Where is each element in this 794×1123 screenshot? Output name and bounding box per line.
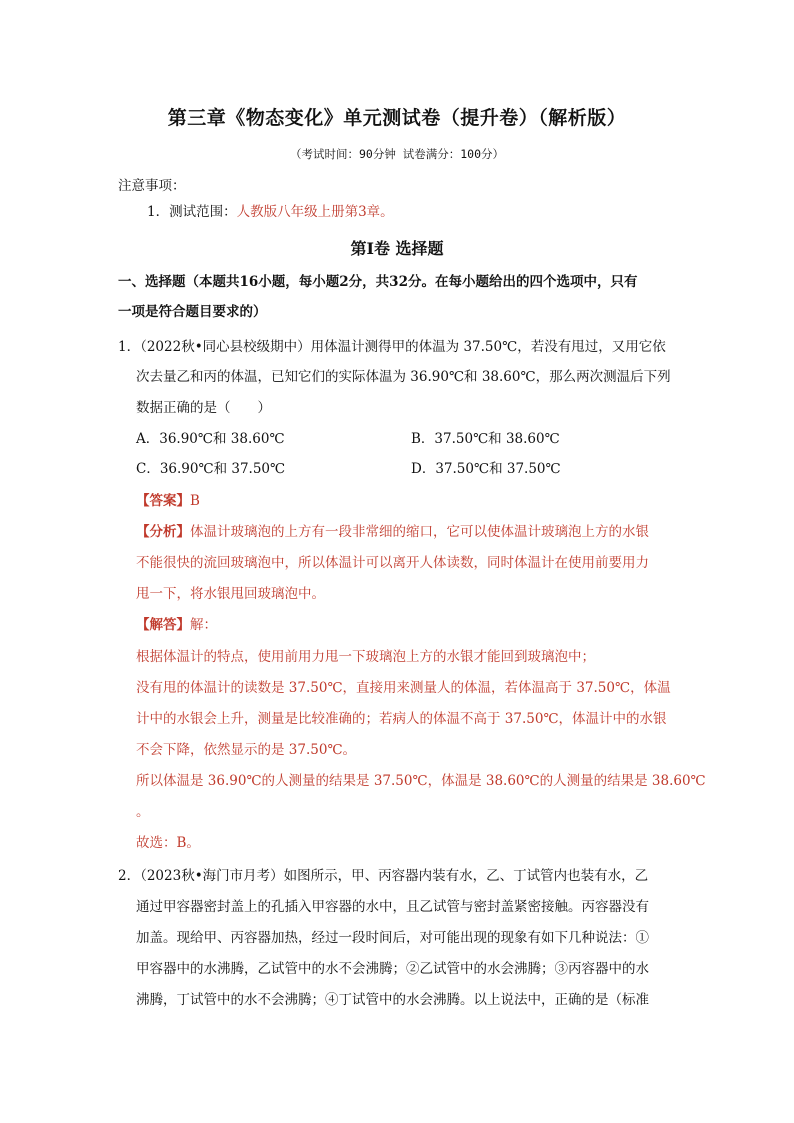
q1-solution-line-1: 根据体温计的特点，使用前用力甩一下玻璃泡上方的水银才能回到玻璃泡中； (136, 649, 595, 665)
q1-option-a: A．36.90℃和 38.60℃ (136, 431, 285, 447)
analysis-label: 【分析】 (136, 524, 190, 540)
analysis-text-1: 体温计玻璃泡的上方有一段非常细的缩口，它可以使体温计玻璃泡上方的水银 (190, 524, 649, 540)
solution-suffix: 解： (190, 617, 217, 633)
q1-option-d: D．37.50℃和 37.50℃ (411, 461, 561, 477)
answer-label: 【答案】 (136, 493, 190, 509)
solution-label: 【解答】 (136, 617, 190, 633)
q1-stem-line-1: 1．（2022秋•同心县校级期中）用体温计测得甲的体温为 37.50℃，若没有甩过，又用它依 (118, 339, 666, 355)
exam-info: （考试时间：90分钟 试卷满分：100分） (289, 147, 505, 161)
q1-analysis-line-1 (136, 526, 649, 540)
q2-stem-line-3: 加盖。现给甲、丙容器加热，经过一段时间后，对可能出现的现象有如下几种说法：① (136, 930, 649, 946)
q2-stem-line-1: 2．（2023秋•海门市月考）如图所示，甲、丙容器内装有水，乙、丁试管内也装有水，乙 (118, 868, 649, 884)
section-heading-line-1: 一、选择题（本题共16小题，每小题2分，共32分。在每小题给出的四个选项中，只有 (118, 274, 638, 290)
q1-stem-line-2: 次去量乙和丙的体温，已知它们的实际体温为 36.90℃和 38.60℃，那么两次测温后下列 (136, 369, 671, 385)
section-heading-line-2: 一项是符合题目要求的） (118, 304, 267, 320)
q1-solution-header (136, 619, 217, 633)
q2-stem-line-5: 沸腾，丁试管中的水不会沸腾；④丁试管中的水会沸腾。以上说法中，正确的是（标准 (136, 992, 649, 1008)
page-title: 第三章《物态变化》单元测试卷（提升卷）（解析版） (167, 107, 627, 129)
q2-stem-line-2: 通过甲容器密封盖上的孔插入甲容器的水中，且乙试管与密封盖紧密接触。丙容器没有 (136, 899, 649, 915)
answer-value: B (190, 493, 200, 509)
q1-option-b: B．37.50℃和 38.60℃ (411, 431, 560, 447)
notice-item-1-prefix: 1．测试范围： (147, 204, 237, 220)
q1-conclusion: 故选：B。 (136, 835, 200, 851)
q1-solution-line-3: 计中的水银会上升，测量是比较准确的；若病人的体温不高于 37.50℃，体温计中的水银 (136, 711, 667, 727)
volume-title: 第Ⅰ卷 选择题 (350, 239, 444, 258)
q2-stem-line-4: 甲容器中的水沸腾，乙试管中的水不会沸腾；②乙试管中的水会沸腾；③丙容器中的水 (136, 961, 649, 977)
notice-header: 注意事项： (118, 178, 186, 194)
q1-answer (136, 495, 200, 509)
notice-item-1 (147, 206, 394, 220)
q1-solution-line-6: 。 (136, 804, 150, 820)
q1-option-c: C．36.90℃和 37.50℃ (136, 461, 286, 477)
q1-solution-line-4: 不会下降，依然显示的是 37.50℃。 (136, 742, 357, 758)
q1-analysis-line-2: 不能很快的流回玻璃泡中，所以体温计可以离开人体读数，同时体温计在使用前要用力 (136, 555, 649, 571)
q1-analysis-line-3: 甩一下，将水银甩回玻璃泡中。 (136, 586, 325, 602)
q1-stem-line-3: 数据正确的是（ ） (136, 400, 271, 416)
q1-solution-line-5: 所以体温是 36.90℃的人测量的结果是 37.50℃，体温是 38.60℃的人测量的结果是 38.60℃ (136, 773, 706, 789)
q1-solution-line-2: 没有甩的体温计的读数是 37.50℃，直接用来测量人的体温，若体温高于 37.50℃，体温 (136, 680, 671, 696)
notice-item-1-scope: 人教版八年级上册第3章。 (236, 204, 394, 220)
